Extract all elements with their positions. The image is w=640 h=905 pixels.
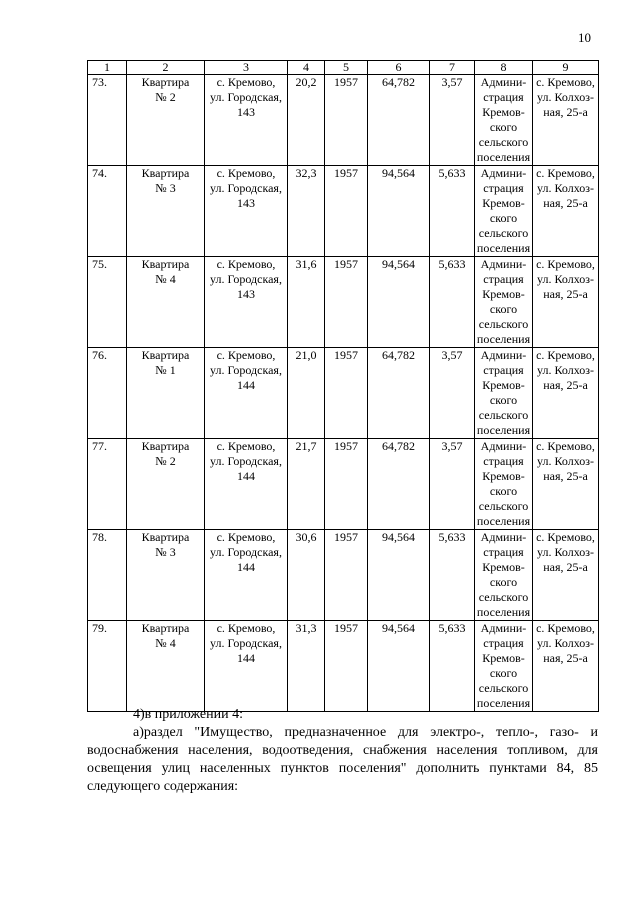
object-name-line: Квартира: [141, 530, 190, 544]
area-cell: 21,7: [288, 439, 325, 530]
holder-address-line: с. Кремово,: [536, 75, 595, 89]
holder-line: Кремов-: [482, 560, 525, 574]
row-number-cell: 76.: [88, 348, 127, 439]
holder-line: ского: [489, 575, 518, 589]
holder-line: ского: [489, 484, 518, 498]
year-cell: 1957: [325, 166, 368, 257]
holder-line: Кремов-: [482, 196, 525, 210]
holder-address-line: с. Кремово,: [536, 348, 595, 362]
address-line: с. Кремово,: [216, 621, 276, 635]
holder-address-cell: [533, 621, 599, 712]
header-cell: 6: [368, 61, 430, 75]
address-line: ул. Городская,: [210, 181, 282, 195]
holder-line: Кремов-: [482, 469, 525, 483]
holder-line: ского: [489, 120, 518, 134]
address-line: 143: [237, 196, 255, 210]
holder-line: ского: [489, 393, 518, 407]
value-cell: 94,564: [368, 166, 430, 257]
header-cell: 2: [127, 61, 205, 75]
holder-line: Админи-: [480, 530, 527, 544]
address-cell: [205, 530, 288, 621]
holder-line: Кремов-: [482, 651, 525, 665]
table-row: [88, 257, 599, 348]
table-row: [88, 621, 599, 712]
address-line: с. Кремово,: [216, 439, 276, 453]
holder-line: ского: [489, 666, 518, 680]
holder-line: сельского: [478, 681, 529, 695]
holder-line: сельского: [478, 499, 529, 513]
object-name-line: Квартира: [141, 166, 190, 180]
header-cell: 9: [533, 61, 599, 75]
value-cell: 64,782: [368, 75, 430, 166]
area-cell: 31,6: [288, 257, 325, 348]
holder-address-line: ная, 25-а: [543, 196, 588, 210]
holder-address-line: ная, 25-а: [543, 651, 588, 665]
holder-line: страция: [483, 545, 524, 559]
address-cell: [205, 166, 288, 257]
holder-cell: [475, 621, 533, 712]
address-line: с. Кремово,: [216, 530, 276, 544]
wear-cell: 3,57: [430, 439, 475, 530]
address-line: 144: [237, 378, 255, 392]
holder-address-cell: [533, 257, 599, 348]
wear-cell: 3,57: [430, 348, 475, 439]
address-line: 143: [237, 105, 255, 119]
header-cell: 5: [325, 61, 368, 75]
address-line: ул. Городская,: [210, 272, 282, 286]
holder-line: поселения: [476, 241, 531, 255]
address-line: с. Кремово,: [216, 257, 276, 271]
object-name-line: Квартира: [141, 257, 190, 271]
wear-cell: 5,633: [430, 257, 475, 348]
holder-line: Админи-: [480, 439, 527, 453]
holder-line: поселения: [476, 514, 531, 528]
row-number-cell: 75.: [88, 257, 127, 348]
holder-address-cell: [533, 166, 599, 257]
holder-address-line: с. Кремово,: [536, 166, 595, 180]
holder-line: страция: [483, 454, 524, 468]
holder-address-line: ул. Колхоз-: [537, 181, 594, 195]
holder-line: поселения: [476, 696, 531, 710]
holder-address-cell: [533, 530, 599, 621]
holder-cell: [475, 530, 533, 621]
address-line: ул. Городская,: [210, 636, 282, 650]
object-name-line: № 1: [155, 363, 176, 377]
address-line: ул. Городская,: [210, 545, 282, 559]
holder-address-line: ная, 25-а: [543, 105, 588, 119]
holder-line: сельского: [478, 317, 529, 331]
table-row: [88, 530, 599, 621]
address-line: ул. Городская,: [210, 363, 282, 377]
row-number-cell: 79.: [88, 621, 127, 712]
address-line: 144: [237, 469, 255, 483]
address-line: ул. Городская,: [210, 90, 282, 104]
holder-address-line: ул. Колхоз-: [537, 636, 594, 650]
holder-line: сельского: [478, 226, 529, 240]
holder-line: сельского: [478, 408, 529, 422]
holder-line: сельского: [478, 135, 529, 149]
address-line: ул. Городская,: [210, 454, 282, 468]
holder-line: страция: [483, 636, 524, 650]
holder-address-cell: [533, 75, 599, 166]
object-name-line: Квартира: [141, 75, 190, 89]
holder-line: Кремов-: [482, 105, 525, 119]
header-cell: 7: [430, 61, 475, 75]
holder-line: Кремов-: [482, 378, 525, 392]
holder-cell: [475, 166, 533, 257]
address-line: 144: [237, 560, 255, 574]
area-cell: 32,3: [288, 166, 325, 257]
object-name-line: № 2: [155, 454, 176, 468]
header-cell: 4: [288, 61, 325, 75]
table-header-row: [88, 61, 599, 75]
year-cell: 1957: [325, 257, 368, 348]
table-row: [88, 348, 599, 439]
holder-line: страция: [483, 90, 524, 104]
holder-line: Админи-: [480, 348, 527, 362]
holder-line: поселения: [476, 605, 531, 619]
holder-line: поселения: [476, 332, 531, 346]
holder-address-line: с. Кремово,: [536, 257, 595, 271]
address-line: с. Кремово,: [216, 75, 276, 89]
holder-address-line: с. Кремово,: [536, 530, 595, 544]
year-cell: 1957: [325, 348, 368, 439]
address-cell: [205, 257, 288, 348]
address-cell: [205, 75, 288, 166]
wear-cell: 5,633: [430, 621, 475, 712]
row-number-cell: 73.: [88, 75, 127, 166]
area-cell: 21,0: [288, 348, 325, 439]
address-cell: [205, 621, 288, 712]
object-name-line: № 4: [155, 272, 176, 286]
object-name-cell: [127, 257, 205, 348]
table-row: [88, 75, 599, 166]
holder-line: Админи-: [480, 621, 527, 635]
value-cell: 94,564: [368, 621, 430, 712]
holder-address-line: ная, 25-а: [543, 560, 588, 574]
amendment-paragraph: а)раздел "Имущество, предназначенное для электро-, тепло-, газо- и водоснабжения населения, водоотведения, снабжения населения топливом, для освещения улиц населенных пунктов поселения" дополнить пунктами 84, 85 следующего содержания:: [87, 725, 598, 794]
holder-cell: [475, 439, 533, 530]
header-cell: 1: [88, 61, 127, 75]
holder-line: сельского: [478, 590, 529, 604]
object-name-cell: [127, 348, 205, 439]
holder-address-line: ная, 25-а: [543, 469, 588, 483]
holder-line: Админи-: [480, 166, 527, 180]
object-name-cell: [127, 621, 205, 712]
row-number-cell: 77.: [88, 439, 127, 530]
object-name-line: Квартира: [141, 621, 190, 635]
holder-cell: [475, 348, 533, 439]
value-cell: 94,564: [368, 257, 430, 348]
object-name-line: № 3: [155, 545, 176, 559]
holder-line: ского: [489, 302, 518, 316]
header-cell: 8: [475, 61, 533, 75]
object-name-line: № 3: [155, 181, 176, 195]
object-name-line: № 2: [155, 90, 176, 104]
address-line: 143: [237, 287, 255, 301]
holder-line: Админи-: [480, 75, 527, 89]
holder-address-line: ул. Колхоз-: [537, 363, 594, 377]
table-row: [88, 439, 599, 530]
wear-cell: 5,633: [430, 530, 475, 621]
object-name-line: Квартира: [141, 348, 190, 362]
holder-address-line: ул. Колхоз-: [537, 90, 594, 104]
value-cell: 64,782: [368, 439, 430, 530]
holder-address-line: ул. Колхоз-: [537, 272, 594, 286]
year-cell: 1957: [325, 621, 368, 712]
address-line: с. Кремово,: [216, 348, 276, 362]
object-name-cell: [127, 439, 205, 530]
holder-address-line: с. Кремово,: [536, 439, 595, 453]
object-name-line: № 4: [155, 636, 176, 650]
object-name-cell: [127, 166, 205, 257]
property-table: [87, 60, 599, 712]
wear-cell: 5,633: [430, 166, 475, 257]
address-line: 144: [237, 651, 255, 665]
holder-line: Админи-: [480, 257, 527, 271]
address-cell: [205, 348, 288, 439]
object-name-cell: [127, 75, 205, 166]
holder-address-cell: [533, 439, 599, 530]
row-number-cell: 78.: [88, 530, 127, 621]
address-cell: [205, 439, 288, 530]
page-number: 10: [578, 30, 591, 45]
year-cell: 1957: [325, 75, 368, 166]
header-cell: 3: [205, 61, 288, 75]
value-cell: 94,564: [368, 530, 430, 621]
holder-line: поселения: [476, 150, 531, 164]
holder-address-cell: [533, 348, 599, 439]
holder-address-line: ная, 25-а: [543, 287, 588, 301]
wear-cell: 3,57: [430, 75, 475, 166]
holder-line: ского: [489, 211, 518, 225]
table-row: [88, 166, 599, 257]
address-line: с. Кремово,: [216, 166, 276, 180]
value-cell: 64,782: [368, 348, 430, 439]
holder-cell: [475, 75, 533, 166]
row-number-cell: 74.: [88, 166, 127, 257]
holder-line: страция: [483, 272, 524, 286]
holder-line: страция: [483, 363, 524, 377]
year-cell: 1957: [325, 530, 368, 621]
area-cell: 31,3: [288, 621, 325, 712]
year-cell: 1957: [325, 439, 368, 530]
holder-address-line: ул. Колхоз-: [537, 454, 594, 468]
holder-line: страция: [483, 181, 524, 195]
object-name-line: Квартира: [141, 439, 190, 453]
appendix-item: 4)в приложении 4:: [133, 707, 243, 722]
object-name-cell: [127, 530, 205, 621]
holder-cell: [475, 257, 533, 348]
holder-line: поселения: [476, 423, 531, 437]
area-cell: 30,6: [288, 530, 325, 621]
area-cell: 20,2: [288, 75, 325, 166]
holder-address-line: ная, 25-а: [543, 378, 588, 392]
holder-address-line: с. Кремово,: [536, 621, 595, 635]
holder-address-line: ул. Колхоз-: [537, 545, 594, 559]
holder-line: Кремов-: [482, 287, 525, 301]
